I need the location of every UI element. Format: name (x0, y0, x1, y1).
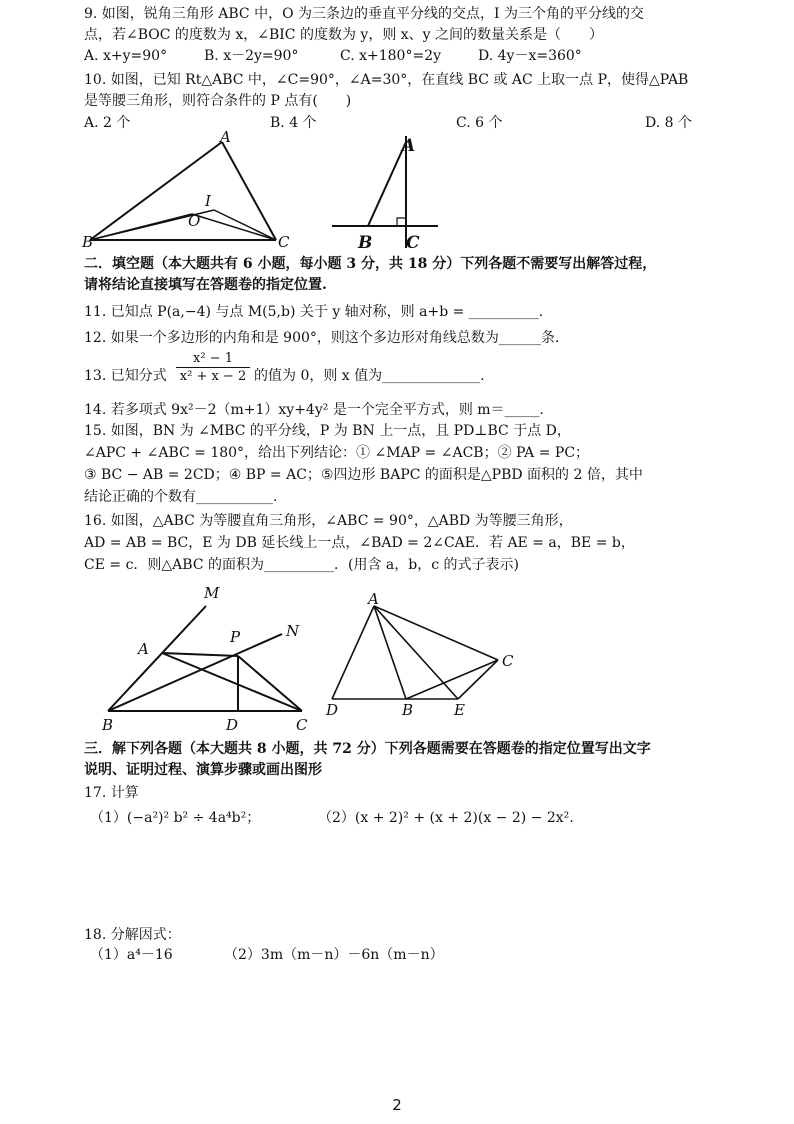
q15-line3: ③ BC − AB = 2CD；④ BP = AC；⑤四边形 BAPC 的面积是△PBD 面积的 2 倍，其中 (84, 467, 643, 483)
q14: 14. 若多项式 9x²－2（m+1）xy+4y² 是一个完全平方式，则 m＝_____. (84, 402, 544, 418)
fig4-label-e: E (454, 701, 465, 719)
q18-part1: （1）a⁴－16 (90, 947, 173, 963)
section2-heading-line2: 请将结论直接填写在答题卷的指定位置. (84, 277, 327, 293)
q17-part2: （2）(x + 2)² + (x + 2)(x − 2) − 2x². (318, 810, 574, 826)
fig1-label-o: O (188, 212, 201, 230)
figure-right-triangle (330, 130, 440, 252)
q18-part2: （2）3m（m－n）－6n（m－n） (224, 947, 444, 963)
q10-option-b: B. 4 个 (270, 115, 317, 131)
q10-option-c: C. 6 个 (456, 115, 503, 131)
fig3-label-m: M (204, 584, 220, 602)
fig1-label-c: C (278, 233, 290, 251)
q15-line4: 结论正确的个数有___________. (84, 489, 278, 505)
q13-prefix: 13. 已知分式 (84, 368, 167, 384)
fig2-label-a: A (402, 136, 416, 156)
fig3-label-c: C (296, 716, 308, 734)
q13-suffix: 的值为 0，则 x 值为______________. (254, 368, 485, 384)
q9-option-c: C. x+180°=2y (340, 48, 442, 64)
q13-denominator: x² + x − 2 (179, 369, 247, 384)
q9-line1: 9. 如图，锐角三角形 ABC 中，O 为三条边的垂直平分线的交点，I 为三个角的平分线的交 (84, 6, 644, 22)
q16-line1: 16. 如图，△ABC 为等腰直角三角形，∠ABC = 90°，△ABD 为等腰三角形， (84, 513, 573, 529)
fig4-label-b: B (402, 701, 414, 719)
fig3-label-b: B (102, 716, 114, 734)
figure-triangle-abc-oi (80, 130, 310, 252)
section3-heading-line2: 说明、证明过程、演算步骤或画出图形 (84, 762, 322, 778)
fig1-label-b: B (82, 233, 94, 251)
q16-line2: AD = AB = BC，E 为 DB 延长线上一点，∠BAD = 2∠CAE．若 AE = a，BE = b， (84, 535, 635, 551)
fig3-label-a: A (138, 640, 149, 658)
q10-line1: 10. 如图，已知 Rt△ABC 中，∠C=90°，∠A=30°，在直线 BC 或 AC 上取一点 P，使得△PAB (84, 72, 689, 88)
q17-title: 17. 计算 (84, 785, 139, 801)
q9-line2: 点，若∠BOC 的度数为 x，∠BIC 的度数为 y，则 x、y 之间的数量关系是（ ） (84, 27, 604, 43)
q9-option-a: A. x+y=90° (84, 48, 168, 64)
q10-line2: 是等腰三角形，则符合条件的 P 点有( ) (84, 93, 352, 109)
fig2-label-b: B (358, 233, 373, 252)
q10-option-a: A. 2 个 (84, 115, 131, 131)
fig4-label-c: C (502, 652, 514, 670)
fig1-label-a: A (220, 130, 231, 146)
q9-option-b: B. x－2y=90° (204, 48, 299, 64)
q18-title: 18. 分解因式： (84, 927, 181, 943)
fig2-label-c: C (406, 233, 420, 252)
fig3-label-d: D (226, 716, 239, 734)
fig4-label-d: D (326, 701, 339, 719)
figure-isosceles-right (322, 588, 522, 728)
q13-fraction (176, 351, 250, 384)
page-number: 2 (392, 1096, 402, 1114)
fig4-label-a: A (368, 590, 379, 608)
q15-line2: ∠APC + ∠ABC = 180°，给出下列结论：① ∠MAP = ∠ACB；② PA = PC； (84, 445, 590, 461)
q9-option-d: D. 4y－x=360° (478, 48, 582, 64)
fig3-label-n: N (286, 622, 300, 640)
q17-part1: （1）(−a²)² b² ÷ 4a⁴b²； (90, 810, 261, 826)
section2-heading-line1: 二．填空题（本大题共有 6 小题，每小题 3 分，共 18 分）下列各题不需要写出解答过程， (84, 256, 657, 272)
q10-option-d: D. 8 个 (645, 115, 692, 131)
q15-line1: 15. 如图，BN 为 ∠MBC 的平分线，P 为 BN 上一点，且 PD⊥BC 于点 D， (84, 423, 571, 439)
q11: 11. 已知点 P(a,−4) 与点 M(5,b) 关于 y 轴对称，则 a+b = __________. (84, 304, 544, 320)
q16-line3: CE = c．则△ABC 的面积为__________．(用含 a，b，c 的式子表示) (84, 557, 519, 573)
q12: 12. 如果一个多边形的内角和是 900°，则这个多边形对角线总数为______条. (84, 330, 560, 346)
figure-angle-bisector (96, 578, 326, 738)
fig3-label-p: P (230, 628, 241, 646)
section3-heading-line1: 三．解下列各题（本大题共 8 小题，共 72 分）下列各题需要在答题卷的指定位置写出文字 (84, 741, 651, 757)
fig1-label-i: I (205, 192, 211, 210)
q13-numerator: x² − 1 (193, 351, 233, 366)
